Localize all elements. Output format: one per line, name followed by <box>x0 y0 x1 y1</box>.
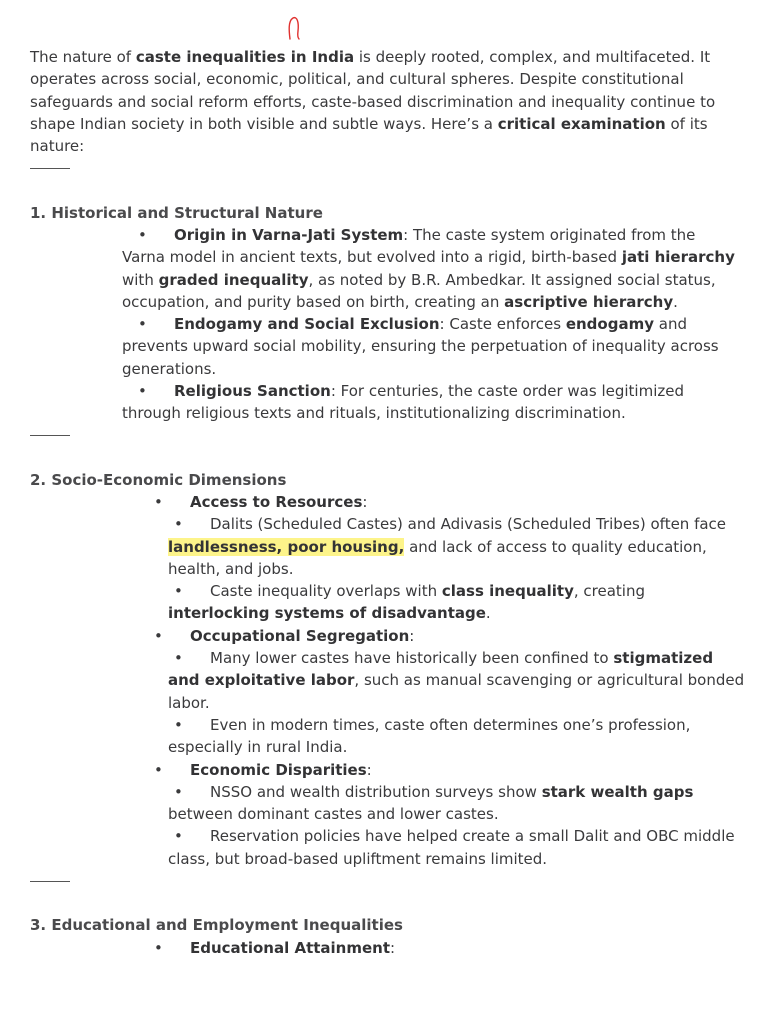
handwritten-pen-mark-icon <box>284 13 304 41</box>
list-item: • Dalits (Scheduled Castes) and Adivasis (Scheduled Tribes) often face landlessness, poor housing, and lack of access to quality education, health, and jobs. <box>168 515 727 578</box>
list-item: • Educational Attainment: <box>138 937 395 959</box>
list-item: • Endogamy and Social Exclusion: Caste enforces endogamy and prevents upward social mobility, ensuring the perpetuation of inequality across generations. <box>122 315 719 378</box>
bullet: • <box>174 649 183 668</box>
section-2-list <box>30 491 746 870</box>
section-heading: 3. Educational and Employment Inequalities <box>30 916 403 934</box>
list-item: • NSSO and wealth distribution surveys show stark wealth gaps between dominant castes and lower castes. <box>168 782 694 824</box>
list-item: • Even in modern times, caste often determines one’s profession, especially in rural India. <box>168 715 691 757</box>
list-item: • Economic Disparities: <box>30 759 746 781</box>
bullet: • <box>174 715 183 734</box>
section-divider <box>30 881 70 882</box>
bullet: • <box>154 493 163 511</box>
section-divider <box>30 168 70 169</box>
list-item: • Access to Resources: <box>30 491 746 513</box>
bullet: • <box>154 760 163 779</box>
bullet: • <box>138 315 147 334</box>
intro-paragraph: The nature of caste inequalities in India is deeply rooted, complex, and multifaceted. It operates across social, economic, political, and cultural spheres. Despite constitutional safeguards and social reform efforts, caste-based discrimination and inequality continue to shape Indian society in both visible and subtle ways. Here’s a critical examination of its nature: <box>30 48 716 156</box>
bullet: • <box>174 827 183 846</box>
list-item: • Many lower castes have historically been confined to stigmatized and exploitative labor, such as manual scavenging or agricultural bonded labor. <box>168 649 745 712</box>
section-1-list <box>122 224 742 425</box>
bullet: • <box>174 515 183 534</box>
list-item: • Religious Sanction: For centuries, the caste order was legitimized through religious texts and rituals, institutionalizing discrimination. <box>122 382 684 423</box>
bullet: • <box>154 626 163 645</box>
list-item: • Occupational Segregation: <box>30 625 746 647</box>
list-item: • Origin in Varna-Jati System: The caste system originated from the Varna model in ancient texts, but evolved into a rigid, birth-based jati hierarchy with graded inequality, as noted by B.R. Ambedkar. It assigned social status, occupation, and purity based on birth, creating an ascriptive hierarchy. <box>122 226 735 311</box>
section-heading: 2. Socio-Economic Dimensions <box>30 471 287 489</box>
highlighted-text: landlessness, poor housing, <box>168 537 405 556</box>
section-heading: 1. Historical and Structural Nature <box>30 204 323 222</box>
bullet: • <box>174 582 183 601</box>
bullet: • <box>154 939 163 957</box>
bullet: • <box>138 226 147 244</box>
bullet: • <box>174 782 183 801</box>
bullet: • <box>138 382 147 401</box>
section-divider <box>30 435 70 436</box>
list-item: • Reservation policies have helped create a small Dalit and OBC middle class, but broad-based upliftment remains limited. <box>168 827 735 868</box>
list-item: • Caste inequality overlaps with class inequality, creating interlocking systems of disadvantage. <box>168 582 645 623</box>
